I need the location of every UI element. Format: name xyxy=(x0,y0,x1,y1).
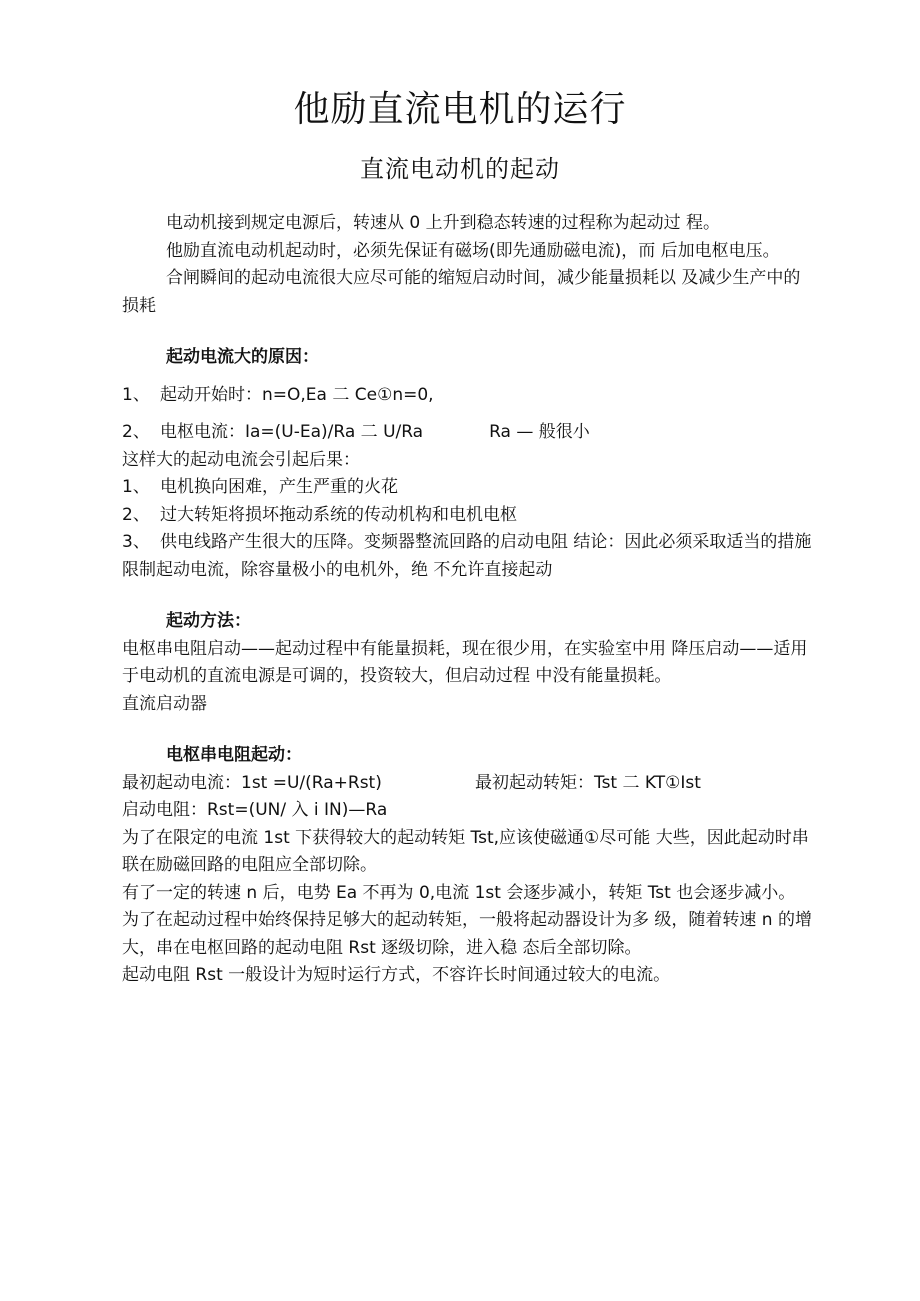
document-body xyxy=(122,210,812,990)
item-text: 电枢电流：Ia=(U-Ea)/Ra 二 U/Ra xyxy=(160,422,424,442)
armature-paragraph: 起动电阻 Rst 一般设计为短时运行方式，不容许长时间通过较大的电流。 xyxy=(122,965,671,985)
starter-label: 直流启动器 xyxy=(122,693,207,714)
item-text: 过大转矩将损坏拖动系统的传动机构和电机电枢 xyxy=(160,504,517,525)
consequence-item xyxy=(122,502,812,530)
armature-paragraph: 为了在限定的电流 1st 下获得较大的起动转矩 Tst,应该使磁通①尽可能 大些，因此起动时串联在励磁回路的电阻应全部切除。 xyxy=(122,827,809,875)
methods-paragraph: 电枢串电阻启动——起动过程中有能量损耗，现在很少用，在实验室中用 降压启动——适用于电动机的直流电源是可调的，投资较大，但启动过程 中没有能量损耗。 xyxy=(122,638,808,686)
armature-paragraph: 为了在起动过程中始终保持足够大的起动转矩，一般将起动器设计为多 级，随着转速 n 的增大，串在电枢回路的起动电阻 Rst 逐级切除，进入稳 态后全部切除。 xyxy=(122,910,812,958)
methods-heading: 起动方法： xyxy=(166,611,251,631)
armature-heading: 电枢串电阻起动： xyxy=(166,745,302,765)
intro-paragraph: 合闸瞬间的起动电流很大应尽可能的缩短启动时间，减少能量损耗以 及减少生产中的损耗 xyxy=(122,268,801,316)
item-number: 2、 xyxy=(122,504,150,525)
consequence-item xyxy=(122,474,812,502)
initial-torque-formula: 最初起动转矩：Tst 二 KT①Ist xyxy=(475,772,701,793)
formula-row xyxy=(122,770,812,798)
document-title: 他励直流电机的运行 xyxy=(293,89,627,130)
resistance-formula: 启动电阻：Rst=(UN/ 入 i IN)—Ra xyxy=(122,800,388,820)
item-number: 1、 xyxy=(122,384,150,405)
item-text: 供电线路产生很大的压降。变频器整流回路的启动电阻 结论：因此必须采取适当的措施限制起动电流，除容量极小的电机外，绝 不允许直接起动 xyxy=(122,532,812,580)
section-title: 直流电动机的起动 xyxy=(360,155,560,183)
reason-item xyxy=(122,382,812,410)
item-note: Ra — 般很小 xyxy=(489,422,590,442)
consequence-item xyxy=(122,529,812,584)
intro-paragraph: 他励直流电动机起动时，必须先保证有磁场(即先通励磁电流)，而 后加电枢电压。 xyxy=(166,240,780,261)
item-number: 1、 xyxy=(122,477,150,497)
intro-paragraph: 电动机接到规定电源后，转速从 0 上升到稳态转速的过程称为起动过 程。 xyxy=(166,213,721,233)
initial-current-formula: 最初起动电流：1st =U/(Ra+Rst) xyxy=(122,772,382,793)
item-number: 3、 xyxy=(122,532,150,552)
reasons-heading: 起动电流大的原因： xyxy=(166,347,319,367)
item-text: 电机换向困难，产生严重的火花 xyxy=(160,477,398,497)
item-text: 起动开始时：n=O,Ea 二 Ce①n=0, xyxy=(160,384,434,405)
armature-paragraph: 有了一定的转速 n 后，电势 Ea 不再为 0,电流 1st 会逐步减小，转矩 Tst 也会逐步减小。 xyxy=(122,882,796,903)
consequence-intro: 这样大的起动电流会引起后果： xyxy=(122,449,360,470)
item-number: 2、 xyxy=(122,422,150,442)
reason-item xyxy=(122,419,812,447)
